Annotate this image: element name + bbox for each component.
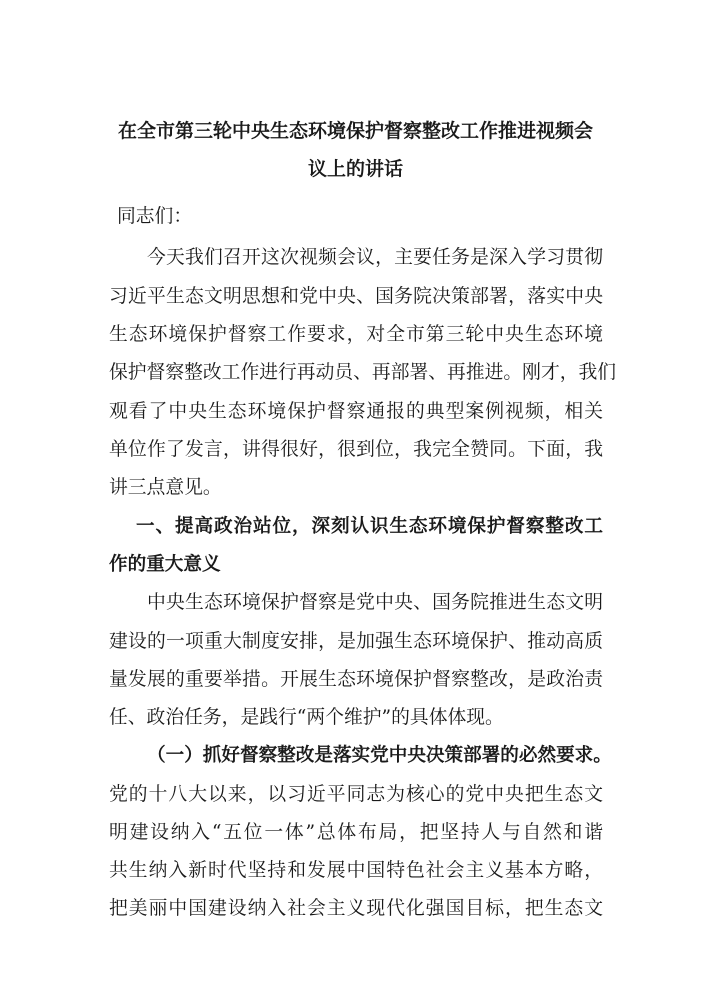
paragraph-3-line: 党的十八大以来，以习近平同志为核心的党中央把生态文 bbox=[109, 784, 603, 805]
paragraph-1-line: 保护督察整改工作进行再动员、再部署、再推进。刚才，我们 bbox=[109, 362, 617, 383]
subheading-1: （一）抓好督察整改是落实党中央决策部署的必然要求。 bbox=[147, 745, 612, 766]
paragraph-1-line: 单位作了发言，讲得很好，很到位，我完全赞同。下面，我 bbox=[109, 439, 603, 460]
paragraph-1-line: 生态环境保护督察工作要求，对全市第三轮中央生态环境 bbox=[109, 324, 603, 345]
document-title-line-2: 议上的讲话 bbox=[307, 158, 403, 180]
section-heading-1-line: 作的重大意义 bbox=[109, 554, 221, 575]
section-heading-1-line: 一、提高政治站位，深刻认识生态环境保护督察整改工 bbox=[136, 516, 603, 537]
salutation: 同志们： bbox=[117, 206, 193, 227]
paragraph-1-line: 今天我们召开这次视频会议，主要任务是深入学习贯彻 bbox=[147, 247, 603, 268]
paragraph-2-line: 中央生态环境保护督察是党中央、国务院推进生态文明 bbox=[147, 592, 603, 613]
paragraph-2-line: 量发展的重要举措。开展生态环境保护督察整改，是政治责 bbox=[109, 669, 603, 690]
paragraph-2-line: 建设的一项重大制度安排，是加强生态环境保护、推动高质 bbox=[109, 631, 603, 652]
paragraph-3-line: 明建设纳入“五位一体”总体布局，把坚持人与自然和谐 bbox=[109, 822, 603, 843]
paragraph-1-line: 习近平生态文明思想和党中央、国务院决策部署，落实中央 bbox=[109, 286, 603, 307]
paragraph-3-line: 把美丽中国建设纳入社会主义现代化强国目标，把生态文 bbox=[109, 898, 603, 919]
paragraph-2-line: 任、政治任务，是践行“两个维护”的具体体现。 bbox=[109, 707, 504, 728]
paragraph-3-line: 共生纳入新时代坚持和发展中国特色社会主义基本方略， bbox=[109, 860, 603, 881]
document-title-line-1: 在全市第三轮中央生态环境保护督察整改工作推进视频会 bbox=[117, 120, 593, 142]
paragraph-1-line: 观看了中央生态环境保护督察通报的典型案例视频，相关 bbox=[109, 401, 603, 422]
paragraph-1-line: 讲三点意见。 bbox=[109, 477, 222, 498]
